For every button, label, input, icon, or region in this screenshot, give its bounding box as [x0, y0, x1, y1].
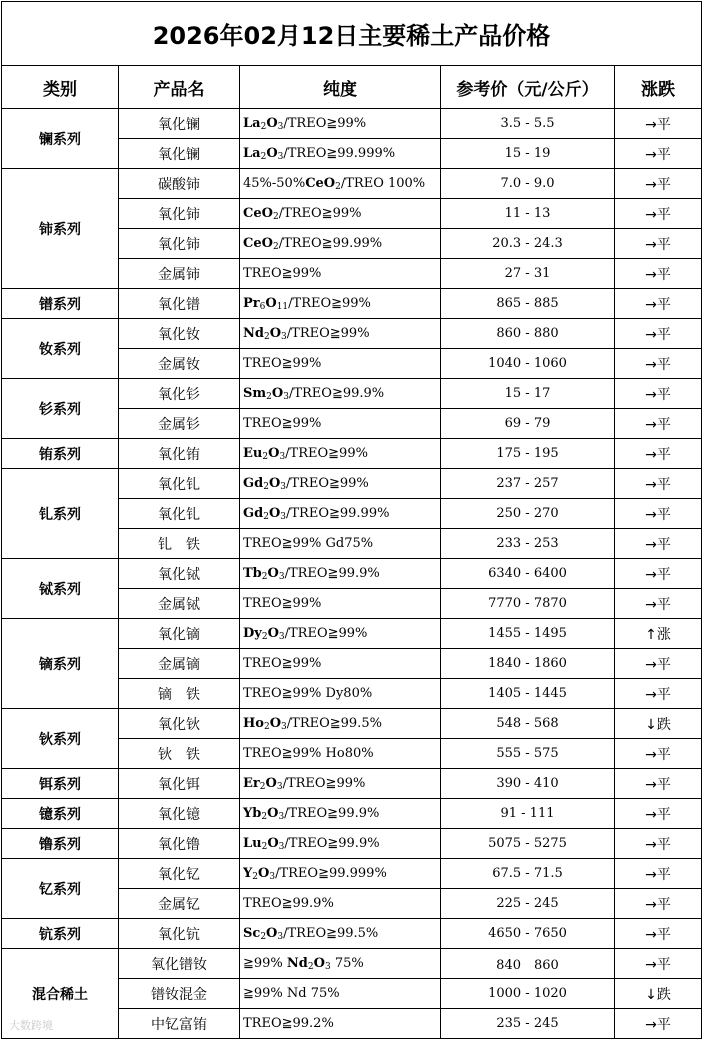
- purity-cell: [240, 619, 441, 649]
- price-cell: 250 - 270: [441, 499, 615, 529]
- trend-cell: →平: [615, 649, 702, 679]
- purity-text: /TREO≧99.999%: [283, 146, 396, 161]
- formula-subscript: 2: [272, 212, 279, 222]
- trend-cell: →平: [615, 439, 702, 469]
- formula-subscript: 2: [263, 512, 269, 522]
- purity-cell: [240, 1009, 441, 1039]
- table-row: [2, 109, 702, 139]
- trend-cell: →平: [615, 529, 702, 559]
- purity-cell: [240, 649, 441, 679]
- purity-cell: [240, 769, 441, 799]
- purity-prefix: 45%-50%: [243, 176, 306, 191]
- trend-cell: →平: [615, 499, 702, 529]
- formula-element: CeO: [243, 206, 273, 221]
- product-name-cell: 氧化镥: [119, 829, 240, 859]
- trend-cell: →平: [615, 799, 702, 829]
- category-cell: 铕系列: [2, 439, 119, 469]
- price-cell: 1040 - 1060: [441, 349, 615, 379]
- formula-element: O: [258, 866, 270, 881]
- formula-subscript: 3: [281, 722, 287, 732]
- purity-cell: [240, 679, 441, 709]
- purity-text: /TREO 100%: [340, 176, 426, 191]
- formula-subscript: 2: [307, 962, 314, 972]
- price-cell: 840 860: [441, 949, 615, 979]
- purity-cell: [240, 589, 441, 619]
- table-row: [2, 619, 702, 649]
- formula-element: O: [269, 326, 282, 341]
- table-row: [2, 319, 702, 349]
- category-cell: 钐系列: [2, 379, 119, 439]
- purity-text: TREO≧99%: [243, 266, 322, 281]
- trend-cell: →平: [615, 859, 702, 889]
- formula-element: O: [268, 476, 281, 491]
- purity-text: TREO≧99%: [243, 356, 322, 371]
- trend-cell: →平: [615, 349, 702, 379]
- category-cell: 镝系列: [2, 619, 119, 709]
- purity-text: /TREO≧99%: [286, 476, 369, 491]
- price-cell: 3.5 - 5.5: [441, 109, 615, 139]
- purity-text: TREO≧99% Gd75%: [243, 536, 374, 551]
- table-row: [2, 769, 702, 799]
- price-cell: 20.3 - 24.3: [441, 229, 615, 259]
- price-cell: 4650 - 7650: [441, 919, 615, 949]
- formula-element: O: [269, 716, 282, 731]
- column-header-product: 产品名: [119, 66, 240, 109]
- product-name-cell: 氧化镱: [119, 799, 240, 829]
- formula-subscript: 3: [278, 842, 285, 852]
- column-header-category: 类别: [2, 66, 119, 109]
- purity-cell: [240, 859, 441, 889]
- trend-cell: →平: [615, 289, 702, 319]
- trend-cell: →平: [615, 589, 702, 619]
- purity-cell: [240, 109, 441, 139]
- price-cell: 225 - 245: [441, 889, 615, 919]
- product-name-cell: 氧化钪: [119, 919, 240, 949]
- product-name-cell: 金属钕: [119, 349, 240, 379]
- price-cell: 1000 - 1020: [441, 979, 615, 1009]
- formula-subscript: 3: [324, 962, 331, 972]
- price-cell: 7.0 - 9.0: [441, 169, 615, 199]
- formula-subscript: 2: [261, 572, 268, 582]
- purity-cell: [240, 199, 441, 229]
- price-cell: 5075 - 5275: [441, 829, 615, 859]
- formula-subscript: 3: [277, 932, 284, 942]
- category-cell: 镱系列: [2, 799, 119, 829]
- page-title: 2026年02月12日主要稀土产品价格: [2, 2, 702, 66]
- formula-subscript: 2: [263, 332, 270, 342]
- formula-element: Y: [243, 866, 253, 881]
- formula-subscript: 3: [283, 392, 289, 402]
- formula-subscript: 2: [260, 152, 267, 162]
- price-cell: 237 - 257: [441, 469, 615, 499]
- formula-element: O: [265, 776, 277, 791]
- purity-text: /TREO≧99%: [288, 296, 371, 311]
- purity-text: /TREO≧99.9%: [284, 806, 380, 821]
- formula-subscript: 3: [269, 872, 276, 882]
- product-name-cell: 钆 铁: [119, 529, 240, 559]
- category-cell: 钇系列: [2, 859, 119, 919]
- category-cell: 钕系列: [2, 319, 119, 379]
- formula-element: Er: [243, 776, 260, 791]
- purity-cell: [240, 829, 441, 859]
- purity-cell: [240, 169, 441, 199]
- product-name-cell: 碳酸铈: [119, 169, 240, 199]
- table-row: [2, 859, 702, 889]
- product-name-cell: 氧化钇: [119, 859, 240, 889]
- purity-text: /TREO≧99.99%: [278, 236, 383, 251]
- formula-element: Pr: [243, 296, 260, 311]
- category-cell: 混合稀土: [2, 949, 119, 1039]
- purity-text: /TREO≧99.9%: [284, 836, 380, 851]
- formula-subscript: 2: [261, 812, 268, 822]
- trend-cell: →平: [615, 889, 702, 919]
- formula-element: Eu: [243, 446, 263, 461]
- table-row: [2, 469, 702, 499]
- product-name-cell: 氧化钕: [119, 319, 240, 349]
- formula-element: O: [313, 956, 325, 971]
- purity-text: /TREO≧99.9%: [288, 386, 385, 401]
- purity-text: /TREO≧99%: [283, 116, 367, 131]
- trend-cell: →平: [615, 199, 702, 229]
- purity-text: /TREO≧99.5%: [283, 926, 379, 941]
- price-cell: 175 - 195: [441, 439, 615, 469]
- purity-cell: [240, 739, 441, 769]
- table-row: [2, 949, 702, 979]
- formula-element: O: [267, 836, 279, 851]
- price-cell: 1840 - 1860: [441, 649, 615, 679]
- category-cell: 镥系列: [2, 829, 119, 859]
- table-row: [2, 289, 702, 319]
- price-cell: 6340 - 6400: [441, 559, 615, 589]
- purity-text: 75%: [330, 956, 364, 971]
- formula-subscript: 2: [260, 932, 267, 942]
- purity-cell: [240, 949, 441, 979]
- product-name-cell: 金属铈: [119, 259, 240, 289]
- product-name-cell: 氧化钆: [119, 469, 240, 499]
- trend-cell: →平: [615, 1009, 702, 1039]
- purity-cell: [240, 469, 441, 499]
- price-cell: 69 - 79: [441, 409, 615, 439]
- product-name-cell: 氧化铽: [119, 559, 240, 589]
- purity-cell: [240, 349, 441, 379]
- formula-element: CeO: [305, 176, 336, 191]
- product-name-cell: 镨钕混金: [119, 979, 240, 1009]
- formula-element: Sm: [243, 386, 267, 401]
- price-cell: 15 - 17: [441, 379, 615, 409]
- formula-element: Tb: [243, 566, 262, 581]
- price-cell: 27 - 31: [441, 259, 615, 289]
- price-cell: 860 - 880: [441, 319, 615, 349]
- formula-subscript: 2: [266, 392, 272, 402]
- formula-element: Yb: [243, 806, 262, 821]
- price-cell: 67.5 - 71.5: [441, 859, 615, 889]
- purity-text: /TREO≧99.999%: [275, 866, 387, 881]
- formula-subscript: 2: [263, 722, 270, 732]
- price-cell: 7770 - 7870: [441, 589, 615, 619]
- formula-subscript: 2: [261, 842, 268, 852]
- formula-element: O: [268, 446, 280, 461]
- formula-element: O: [267, 566, 279, 581]
- formula-element: O: [271, 386, 284, 401]
- price-cell: 548 - 568: [441, 709, 615, 739]
- product-name-cell: 氧化镨钕: [119, 949, 240, 979]
- trend-cell: →平: [615, 679, 702, 709]
- formula-element: O: [266, 146, 278, 161]
- product-name-cell: 金属铽: [119, 589, 240, 619]
- formula-element: Gd: [243, 476, 264, 491]
- product-name-cell: 氧化铈: [119, 229, 240, 259]
- purity-text: TREO≧99.2%: [243, 1016, 334, 1031]
- table-row: [2, 379, 702, 409]
- product-name-cell: 金属钇: [119, 889, 240, 919]
- product-name-cell: 氧化铕: [119, 439, 240, 469]
- purity-cell: [240, 919, 441, 949]
- formula-element: Nd: [286, 956, 308, 971]
- purity-cell: [240, 409, 441, 439]
- formula-subscript: 2: [252, 872, 259, 882]
- category-cell: 镧系列: [2, 109, 119, 169]
- product-name-cell: 氧化镧: [119, 109, 240, 139]
- formula-subscript: 3: [278, 632, 285, 642]
- product-name-cell: 氧化镧: [119, 139, 240, 169]
- purity-cell: [240, 889, 441, 919]
- formula-subscript: 6: [259, 302, 266, 312]
- formula-subscript: 3: [279, 452, 286, 462]
- product-name-cell: 氧化钆: [119, 499, 240, 529]
- product-name-cell: 钬 铁: [119, 739, 240, 769]
- formula-subscript: 3: [280, 482, 286, 492]
- formula-element: Lu: [243, 836, 262, 851]
- formula-subscript: 2: [263, 482, 269, 492]
- purity-cell: [240, 559, 441, 589]
- price-cell: 1455 - 1495: [441, 619, 615, 649]
- formula-subscript: 2: [261, 632, 268, 642]
- table-row: [2, 559, 702, 589]
- trend-cell: ↓跌: [615, 979, 702, 1009]
- trend-cell: →平: [615, 829, 702, 859]
- purity-text: /TREO≧99%: [278, 206, 362, 221]
- purity-text: /TREO≧99%: [285, 446, 368, 461]
- column-header-price: 参考价（元/公斤）: [441, 66, 615, 109]
- formula-subscript: 3: [277, 122, 284, 132]
- purity-text: TREO≧99% Dy80%: [243, 686, 373, 701]
- table-row: [2, 169, 702, 199]
- trend-cell: ↑涨: [615, 619, 702, 649]
- product-name-cell: 氧化铒: [119, 769, 240, 799]
- formula-element: Dy: [243, 626, 262, 641]
- formula-element: O: [267, 806, 279, 821]
- category-cell: 镨系列: [2, 289, 119, 319]
- purity-cell: [240, 709, 441, 739]
- trend-cell: →平: [615, 409, 702, 439]
- purity-text: TREO≧99%: [243, 416, 322, 431]
- purity-text: TREO≧99%: [243, 596, 322, 611]
- purity-cell: [240, 319, 441, 349]
- watermark: 大数跨境: [9, 1019, 53, 1032]
- category-cell: 铈系列: [2, 169, 119, 289]
- formula-subscript: 3: [277, 152, 284, 162]
- price-cell: 1405 - 1445: [441, 679, 615, 709]
- formula-subscript: 2: [260, 122, 267, 132]
- trend-cell: →平: [615, 169, 702, 199]
- product-name-cell: 金属镝: [119, 649, 240, 679]
- formula-subscript: 2: [272, 242, 279, 252]
- purity-cell: [240, 229, 441, 259]
- formula-subscript: 2: [335, 182, 341, 192]
- purity-text: /TREO≧99.9%: [284, 566, 380, 581]
- formula-element: La: [243, 146, 261, 161]
- purity-cell: [240, 379, 441, 409]
- trend-cell: ↓跌: [615, 709, 702, 739]
- formula-subscript: 2: [262, 452, 269, 462]
- purity-cell: [240, 259, 441, 289]
- formula-element: Nd: [243, 326, 264, 341]
- purity-text: /TREO≧99.99%: [286, 506, 390, 521]
- trend-cell: →平: [615, 469, 702, 499]
- formula-element: Ho: [243, 716, 264, 731]
- formula-subscript: 3: [278, 812, 285, 822]
- purity-text: /TREO≧99%: [282, 776, 366, 791]
- formula-element: CeO: [243, 236, 273, 251]
- purity-text: /TREO≧99%: [284, 626, 368, 641]
- purity-text: /TREO≧99.5%: [286, 716, 382, 731]
- formula-element: O: [267, 626, 279, 641]
- trend-cell: →平: [615, 259, 702, 289]
- formula-element: Gd: [243, 506, 264, 521]
- product-name-cell: 氧化钐: [119, 379, 240, 409]
- formula-subscript: 11: [276, 302, 289, 312]
- table-row: [2, 799, 702, 829]
- table-row: [2, 439, 702, 469]
- price-cell: 15 - 19: [441, 139, 615, 169]
- column-header-trend: 涨跌: [615, 66, 702, 109]
- trend-cell: →平: [615, 559, 702, 589]
- purity-cell: [240, 799, 441, 829]
- trend-cell: →平: [615, 769, 702, 799]
- purity-text: TREO≧99% Ho80%: [243, 746, 374, 761]
- category-cell: 钪系列: [2, 919, 119, 949]
- purity-text: /TREO≧99%: [286, 326, 370, 341]
- category-cell: 钬系列: [2, 709, 119, 769]
- product-name-cell: 氧化镝: [119, 619, 240, 649]
- formula-element: O: [265, 296, 277, 311]
- price-sheet: [1, 1, 701, 1039]
- trend-cell: →平: [615, 229, 702, 259]
- product-name-cell: 中钇富铕: [119, 1009, 240, 1039]
- purity-cell: [240, 439, 441, 469]
- trend-cell: →平: [615, 949, 702, 979]
- trend-cell: →平: [615, 139, 702, 169]
- trend-cell: →平: [615, 319, 702, 349]
- formula-subscript: 3: [278, 572, 285, 582]
- product-name-cell: 氧化钬: [119, 709, 240, 739]
- formula-subscript: 3: [281, 332, 287, 342]
- purity-text: TREO≧99.9%: [243, 896, 334, 911]
- table-row: [2, 919, 702, 949]
- price-cell: 555 - 575: [441, 739, 615, 769]
- price-cell: 91 - 111: [441, 799, 615, 829]
- purity-text: TREO≧99%: [243, 656, 322, 671]
- product-name-cell: 氧化铈: [119, 199, 240, 229]
- formula-subscript: 3: [280, 512, 286, 522]
- trend-cell: →平: [615, 919, 702, 949]
- formula-element: O: [268, 506, 281, 521]
- price-cell: 233 - 253: [441, 529, 615, 559]
- trend-cell: →平: [615, 379, 702, 409]
- formula-element: O: [266, 926, 278, 941]
- category-cell: 铽系列: [2, 559, 119, 619]
- category-cell: 钆系列: [2, 469, 119, 559]
- purity-cell: [240, 979, 441, 1009]
- trend-cell: →平: [615, 739, 702, 769]
- product-name-cell: 镝 铁: [119, 679, 240, 709]
- price-cell: 390 - 410: [441, 769, 615, 799]
- purity-text: ≧99% Nd 75%: [243, 986, 340, 1001]
- purity-prefix: ≧99%: [243, 956, 287, 971]
- formula-element: La: [243, 116, 261, 131]
- product-name-cell: 金属钐: [119, 409, 240, 439]
- purity-cell: [240, 529, 441, 559]
- price-cell: 865 - 885: [441, 289, 615, 319]
- price-cell: 11 - 13: [441, 199, 615, 229]
- column-header-purity: 纯度: [240, 66, 441, 109]
- formula-subscript: 3: [276, 782, 283, 792]
- purity-cell: [240, 499, 441, 529]
- price-table-body: [2, 109, 702, 1039]
- category-cell: 铒系列: [2, 769, 119, 799]
- formula-element: O: [266, 116, 278, 131]
- trend-cell: →平: [615, 109, 702, 139]
- formula-subscript: 2: [259, 782, 266, 792]
- table-row: [2, 829, 702, 859]
- formula-element: Sc: [243, 926, 261, 941]
- purity-cell: [240, 139, 441, 169]
- price-cell: 235 - 245: [441, 1009, 615, 1039]
- purity-cell: [240, 289, 441, 319]
- table-row: [2, 709, 702, 739]
- product-name-cell: 氧化镨: [119, 289, 240, 319]
- price-table: [1, 1, 702, 1039]
